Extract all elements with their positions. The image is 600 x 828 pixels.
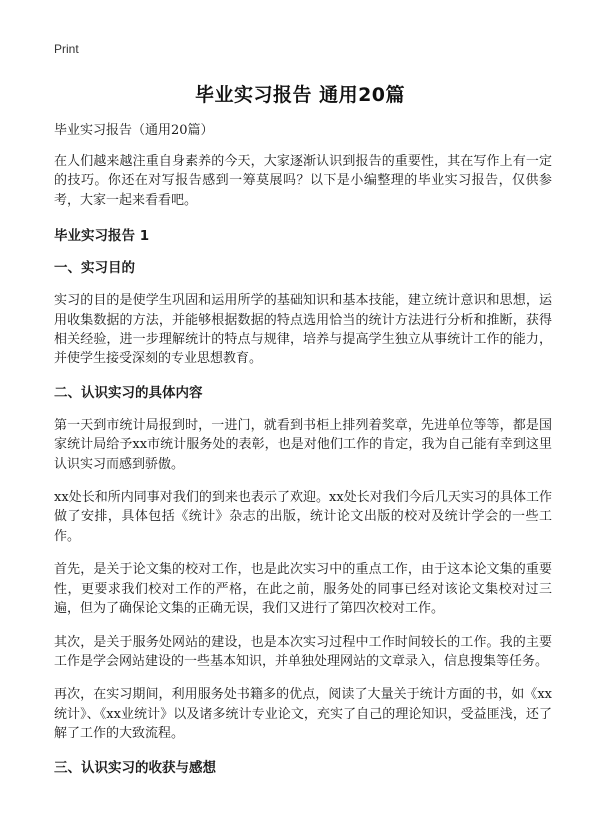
section-heading-purpose: 一、实习目的 xyxy=(54,260,135,277)
intro-paragraph: 在人们越来越注重自身素养的今天，大家逐渐认识到报告的重要性，其在写作上有一定的技巧。你还在对写报告感到一筹莫展吗？以下是小编整理的毕业实习报告，仅供参考，大家一起来看看吧。 xyxy=(54,154,552,208)
section-paragraph: 再次，在实习期间，利用服务处书籍多的优点，阅读了大量关于统计方面的书，如《xx统计》、《xx业统计》以及诸多统计专业论文，充实了自己的理论知识，受益匪浅，还了解了工作的大致流程。 xyxy=(54,687,552,742)
section-heading-content: 二、认识实习的具体内容 xyxy=(54,384,203,401)
section-paragraph: 第一天到市统计局报到时，一进门，就看到书柜上排列着奖章，先进单位等等，都是国家统计局给予xx市统计服务处的表彰，也是对他们工作的肯定，我为自己能有幸到这里认识实习而感到骄傲。 xyxy=(54,417,552,472)
document-subtitle: 毕业实习报告（通用20篇） xyxy=(54,123,214,138)
article-heading: 毕业实习报告 1 xyxy=(54,228,150,245)
document-title: 毕业实习报告 通用20篇 xyxy=(194,84,406,106)
section-paragraph: xx处长和所内同事对我们的到来也表示了欢迎。xx处长对我们今后几天实习的具体工作做了安排，具体包括《统计》杂志的出版，统计论文出版的校对及统计学会的一些工作。 xyxy=(54,490,552,544)
print-link[interactable]: Print xyxy=(54,42,79,56)
section-paragraph: 实习的目的是使学生巩固和运用所学的基础知识和基本技能，建立统计意识和思想，运用收集数据的方法，并能够根据数据的特点选用恰当的统计方法进行分析和推断，获得相关经验，进一步理解统计的特点与规律，培养与提高学生独立从事统计工作的能力，并使学生接受深刻的专业思想教育。 xyxy=(54,293,552,367)
section-heading-harvest: 三、认识实习的收获与感想 xyxy=(54,759,216,776)
document-body xyxy=(54,121,552,791)
section-paragraph: 首先，是关于论文集的校对工作，也是此次实习中的重点工作，由于这本论文集的重要性，更要求我们校对工作的严格，在此之前，服务处的同事已经对该论文集校对过三遍，但为了确保论文集的正确无误，我们又进行了第四次校对工作。 xyxy=(54,562,552,617)
section-paragraph: 其次，是关于服务处网站的建设，也是本次实习过程中工作时间较长的工作。我的主要工作是学会网站建设的一些基本知识，并单独处理网站的文章录入，信息搜集等任务。 xyxy=(54,634,552,669)
